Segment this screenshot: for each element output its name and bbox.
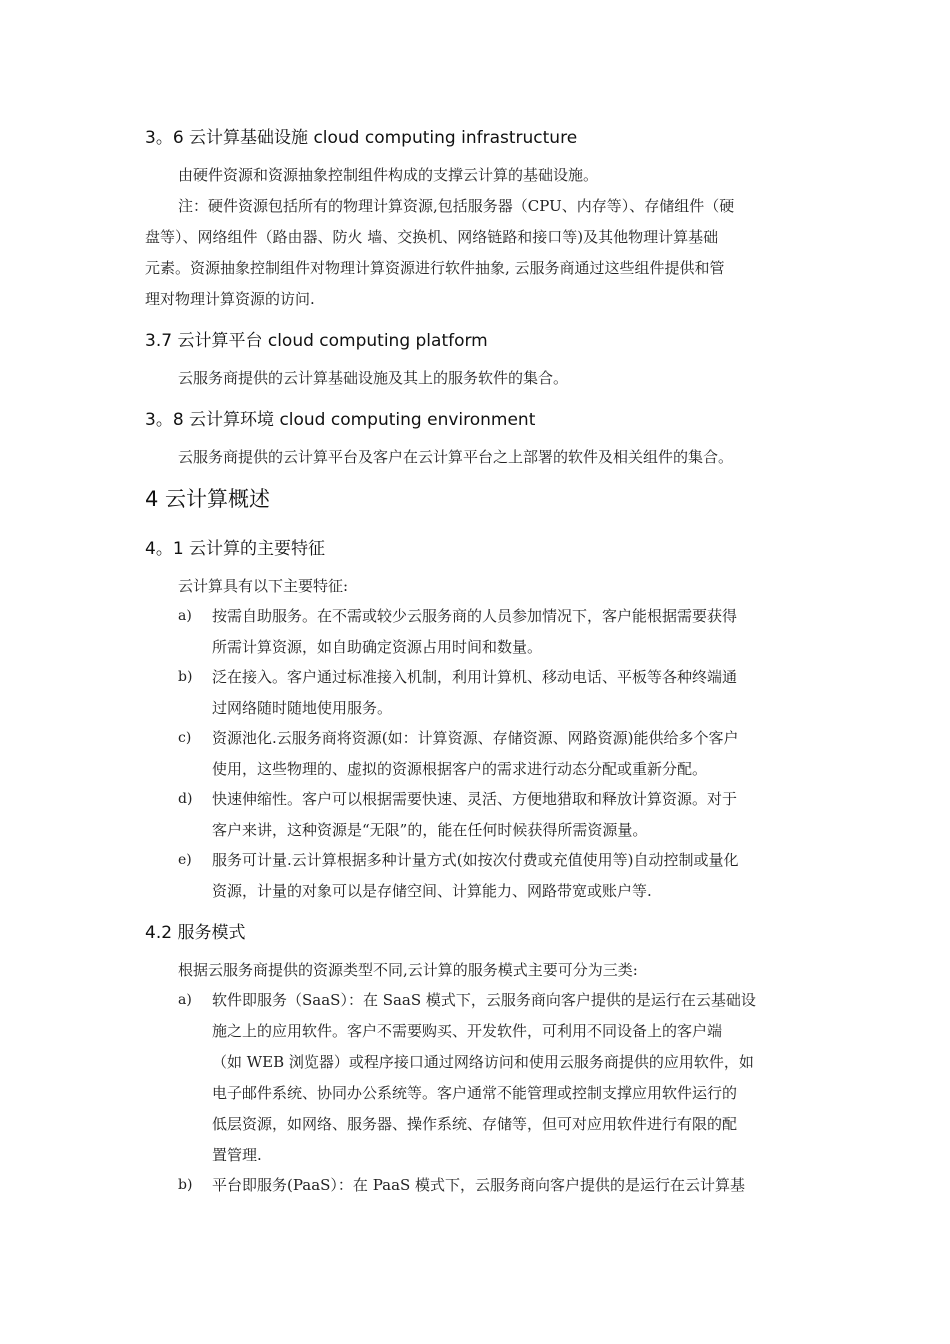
list-item-line: 按需自助服务。在不需或较少云服务商的人员参加情况下，客户能根据需要获得 bbox=[212, 607, 738, 625]
list-marker: b) bbox=[178, 1177, 193, 1193]
list-marker: a) bbox=[178, 992, 192, 1008]
list-marker: b) bbox=[178, 669, 193, 685]
list-item-line: 客户来讲，这种资源是“无限”的，能在任何时候获得所需资源量。 bbox=[212, 821, 648, 839]
list-item-line: 平台即服务(PaaS）：在 PaaS 模式下，云服务商向客户提供的是运行在云计算基 bbox=[212, 1176, 746, 1194]
intro-4-1: 云计算具有以下主要特征: bbox=[178, 577, 349, 595]
list-item-line: 低层资源，如网络、服务器、操作系统、存储等，但可对应用软件进行有限的配 bbox=[212, 1115, 738, 1133]
section-heading-3-8: 3。8 云计算环境 cloud computing environment bbox=[145, 410, 536, 430]
chapter-heading-4: 4 云计算概述 bbox=[145, 487, 271, 511]
definition-3-6: 由硬件资源和资源抽象控制组件构成的支撑云计算的基础设施。 bbox=[178, 166, 599, 184]
list-item-line: 资源池化.云服务商将资源(如：计算资源、存储资源、网路资源)能供给多个客户 bbox=[212, 729, 739, 747]
note-line-2: 盘等）、网络组件（路由器、防火 墙、交换机、网络链路和接口等)及其他物理计算基础 bbox=[145, 228, 719, 246]
section-heading-4-1: 4。1 云计算的主要特征 bbox=[145, 539, 326, 559]
list-item-line: 所需计算资源，如自助确定资源占用时间和数量。 bbox=[212, 638, 543, 656]
intro-4-2: 根据云服务商提供的资源类型不同,云计算的服务模式主要可分为三类: bbox=[178, 961, 638, 979]
list-item-line: 软件即服务（SaaS）：在 SaaS 模式下，云服务商向客户提供的是运行在云基础设 bbox=[212, 991, 756, 1009]
note-line-1: 注：硬件资源包括所有的物理计算资源,包括服务器（CPU、内存等）、存储组件（硬 bbox=[178, 197, 735, 215]
list-item-line: 使用，这些物理的、虚拟的资源根据客户的需求进行动态分配或重新分配。 bbox=[212, 760, 708, 778]
definition-3-7: 云服务商提供的云计算基础设施及其上的服务软件的集合。 bbox=[178, 369, 569, 387]
list-item-line: 电子邮件系统、协同办公系统等。客户通常不能管理或控制支撑应用软件运行的 bbox=[212, 1084, 738, 1102]
list-item-line: 泛在接入。客户通过标准接入机制，利用计算机、移动电话、平板等各种终端通 bbox=[212, 668, 738, 686]
note-line-4: 理对物理计算资源的访问. bbox=[145, 290, 315, 308]
section-heading-3-7: 3.7 云计算平台 cloud computing platform bbox=[145, 331, 488, 351]
definition-3-8: 云服务商提供的云计算平台及客户在云计算平台之上部署的软件及相关组件的集合。 bbox=[178, 448, 734, 466]
list-item-line: 置管理. bbox=[212, 1146, 262, 1164]
section-heading-3-6: 3。6 云计算基础设施 cloud computing infrastructure bbox=[145, 128, 578, 148]
list-marker: c) bbox=[178, 730, 192, 746]
list-marker: e) bbox=[178, 852, 192, 868]
list-item-line: 服务可计量.云计算根据多种计量方式(如按次付费或充值使用等)自动控制或量化 bbox=[212, 851, 739, 869]
list-item-line: 过网络随时随地使用服务。 bbox=[212, 699, 393, 717]
list-item-line: 资源，计量的对象可以是存储空间、计算能力、网路带宽或账户等. bbox=[212, 882, 652, 900]
note-line-3: 元素。资源抽象控制组件对物理计算资源进行软件抽象, 云服务商通过这些组件提供和管 bbox=[145, 259, 725, 277]
list-marker: d) bbox=[178, 791, 193, 807]
list-item-line: 快速伸缩性。客户可以根据需要快速、灵活、方便地猎取和释放计算资源。对于 bbox=[212, 790, 738, 808]
list-marker: a) bbox=[178, 608, 192, 624]
list-item-line: （如 WEB 浏览器）或程序接口通过网络访问和使用云服务商提供的应用软件，如 bbox=[212, 1053, 754, 1071]
section-heading-4-2: 4.2 服务模式 bbox=[145, 923, 246, 943]
list-item-line: 施之上的应用软件。客户不需要购买、开发软件，可利用不同设备上的客户端 bbox=[212, 1022, 723, 1040]
